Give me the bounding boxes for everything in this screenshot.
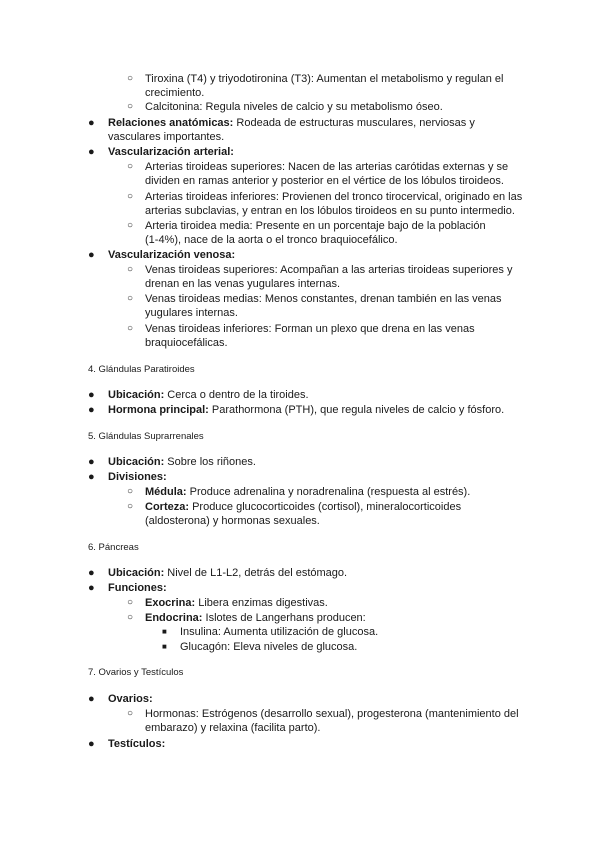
- bullet-disc: ●: [88, 249, 95, 261]
- bullet-circle: ○: [127, 220, 134, 231]
- text-line: (aldosterona) y hormonas sexuales.: [145, 515, 320, 527]
- section-heading: 7. Ovarios y Testículos: [88, 667, 184, 678]
- bold-label: Exocrina:: [145, 597, 196, 609]
- section-heading: 4. Glándulas Paratiroides: [88, 364, 195, 375]
- bullet-circle: ○: [127, 323, 134, 334]
- text-line: Venas tiroideas medias: Menos constantes, drenan también en las venas: [145, 293, 502, 305]
- section-heading: 5. Glándulas Suprarrenales: [88, 431, 204, 442]
- bullet-disc: ●: [88, 582, 95, 594]
- text-fragment: Nivel de L1-L2, detrás del estómago.: [164, 567, 348, 579]
- text-line: (1-4%), nace de la aorta o el tronco braquiocefálico.: [145, 234, 398, 246]
- text-fragment: Produce glucocorticoides (cortisol), mineralocorticoides: [189, 501, 462, 513]
- bullet-circle: ○: [127, 264, 134, 275]
- bold-label: Testículos:: [108, 738, 166, 750]
- bold-label: Ovarios:: [108, 693, 153, 705]
- bullet-disc: ●: [88, 471, 95, 483]
- text-line: [145, 485, 470, 499]
- bullet-disc: ●: [88, 146, 95, 158]
- bold-label: Médula:: [145, 486, 187, 498]
- text-line: embarazo) y relaxina (facilita parto).: [145, 722, 321, 734]
- bullet-circle: ○: [127, 191, 134, 202]
- bullet-circle: ○: [127, 161, 134, 172]
- text-line: Arterias tiroideas superiores: Nacen de las arterias carótidas externas y se: [145, 161, 509, 173]
- section-heading: 6. Páncreas: [88, 542, 139, 553]
- bullet-disc: ●: [88, 693, 95, 705]
- text-line: Venas tiroideas inferiores: Forman un plexo que drena en las venas: [145, 323, 475, 335]
- bold-label: Ubicación:: [108, 456, 165, 468]
- text-line: [108, 566, 347, 580]
- bullet-circle: ○: [127, 597, 134, 608]
- bold-label: Ubicación:: [108, 567, 165, 579]
- text-fragment: Rodeada de estructuras musculares, nerviosas y: [233, 117, 475, 129]
- text-line: Insulina: Aumenta utilización de glucosa.: [180, 626, 379, 638]
- bold-label: Vascularización venosa:: [108, 249, 236, 261]
- bullet-circle: ○: [127, 293, 134, 304]
- text-line: [145, 500, 461, 514]
- text-line: [108, 116, 475, 130]
- text-line: [108, 388, 309, 402]
- bullet-circle: ○: [127, 101, 134, 112]
- text-line: [108, 455, 256, 469]
- bold-label: Funciones:: [108, 582, 167, 594]
- text-line: drenan en las venas yugulares internas.: [145, 278, 341, 290]
- bullet-disc: ●: [88, 738, 95, 750]
- text-line: Tiroxina (T4) y triyodotironina (T3): Aumentan el metabolismo y regulan el: [145, 73, 504, 85]
- text-fragment: Islotes de Langerhans producen:: [202, 612, 366, 624]
- bullet-circle: ○: [127, 486, 134, 497]
- text-line: Calcitonina: Regula niveles de calcio y su metabolismo óseo.: [145, 101, 443, 113]
- bullet-disc: ●: [88, 404, 95, 416]
- bold-label: Divisiones:: [108, 471, 167, 483]
- bullet-disc: ●: [88, 567, 95, 579]
- text-line: dividen en ramas anterior y posterior en el vértice de los lóbulos tiroideos.: [145, 175, 504, 187]
- text-line: [145, 611, 366, 625]
- bullet-circle: ○: [127, 73, 134, 84]
- bullet-circle: ○: [127, 612, 134, 623]
- bullet-disc: ●: [88, 117, 95, 129]
- text-line: [108, 403, 504, 417]
- bold-label: Corteza:: [145, 501, 190, 513]
- text-fragment: Sobre los riñones.: [164, 456, 256, 468]
- text-line: arterias subclavias, y entran en los lóbulos tiroideos en su punto intermedio.: [145, 205, 515, 217]
- bold-label: Vascularización arterial:: [108, 146, 234, 158]
- text-line: vasculares importantes.: [108, 131, 225, 143]
- text-line: Glucagón: Eleva niveles de glucosa.: [180, 641, 358, 653]
- text-line: yugulares internas.: [145, 307, 238, 319]
- text-fragment: Produce adrenalina y noradrenalina (respuesta al estrés).: [186, 486, 471, 498]
- text-line: Arteria tiroidea media: Presente en un porcentaje bajo de la población: [145, 220, 486, 232]
- text-line: braquiocefálicas.: [145, 337, 228, 349]
- text-fragment: Cerca o dentro de la tiroides.: [164, 389, 309, 401]
- bullet-disc: ●: [88, 456, 95, 468]
- text-line: Hormonas: Estrógenos (desarrollo sexual), progesterona (mantenimiento del: [145, 708, 519, 720]
- bullet-circle: ○: [127, 501, 134, 512]
- bullet-square: ■: [162, 627, 167, 636]
- text-line: [145, 596, 328, 610]
- bullet-disc: ●: [88, 389, 95, 401]
- bold-label: Relaciones anatómicas:: [108, 117, 234, 129]
- text-line: Venas tiroideas superiores: Acompañan a las arterias tiroideas superiores y: [145, 264, 513, 276]
- text-line: Arterias tiroideas inferiores: Provienen del tronco tirocervical, originado en las: [145, 191, 523, 203]
- text-fragment: Libera enzimas digestivas.: [195, 597, 328, 609]
- bold-label: Hormona principal:: [108, 404, 209, 416]
- bold-label: Ubicación:: [108, 389, 165, 401]
- bold-label: Endocrina:: [145, 612, 203, 624]
- text-fragment: Parathormona (PTH), que regula niveles de calcio y fósforo.: [208, 404, 505, 416]
- text-line: crecimiento.: [145, 87, 205, 99]
- bullet-square: ■: [162, 642, 167, 651]
- bullet-circle: ○: [127, 708, 134, 719]
